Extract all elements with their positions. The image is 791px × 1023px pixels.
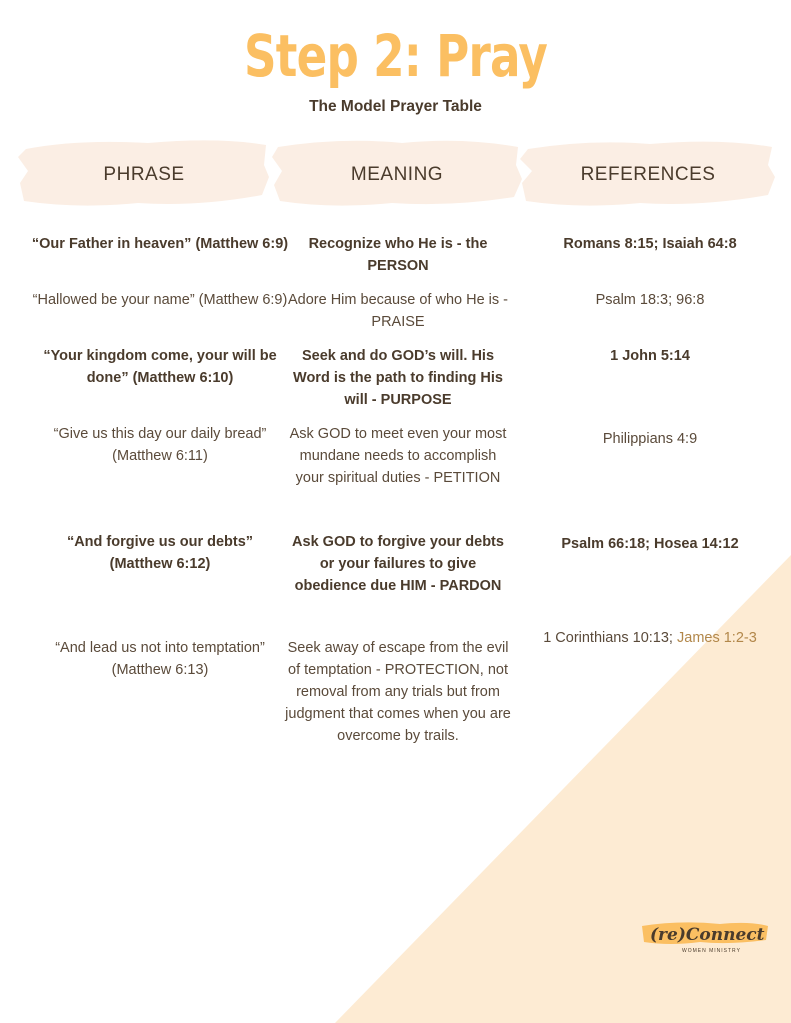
meaning-cell: Seek away of escape from the evil of temptation - PROTECTION, not removal from any trials but from judgment that comes when you are overcome by trails. — [285, 640, 511, 744]
reference-cell: Psalm 18:3; 96:8 — [595, 292, 705, 308]
phrase-cell: “Give us this day our daily bread” (Matthew 6:11) — [53, 426, 267, 464]
reference-cell: Philippians 4:9 — [602, 431, 698, 447]
header-references — [520, 135, 776, 213]
meaning-cell: Seek and do GOD’s will. His Word is the path to finding His will - PURPOSE — [293, 348, 503, 408]
header-meaning — [272, 135, 522, 213]
reference-cell — [540, 627, 760, 649]
phrase-cell: “And lead us not into temptation” (Matthew 6:13) — [55, 640, 265, 678]
header-label: PHRASE — [103, 164, 185, 185]
logo-main-text: (re)Connect — [650, 925, 765, 945]
page-subtitle: The Model Prayer Table — [309, 98, 482, 115]
meaning-cell: Adore Him because of who He is - PRAISE — [287, 292, 508, 330]
reconnect-logo — [640, 918, 770, 958]
meaning-cell: Recognize who He is - the PERSON — [308, 236, 488, 274]
header-phrase — [18, 135, 270, 213]
logo-sub-text: WOMEN MINISTRY — [682, 948, 741, 954]
meaning-cell: Ask GOD to meet even your most mundane needs to accomplish your spiritual duties - PETITION — [289, 426, 507, 486]
page-title: Step 2: Pray — [243, 22, 548, 90]
reference-text: 1 Corinthians 10:13; — [543, 630, 677, 646]
phrase-cell: “Your kingdom come, your will be done” (Matthew 6:10) — [43, 348, 277, 386]
header-label: MEANING — [350, 164, 444, 185]
reference-text-highlight: James 1:2-3 — [677, 630, 757, 646]
meaning-cell: Ask GOD to forgive your debts or your failures to give obedience due HIM - PARDON — [292, 534, 504, 594]
header-label: REFERENCES — [580, 164, 716, 185]
phrase-cell: “Hallowed be your name” (Matthew 6:9) — [32, 292, 288, 308]
reference-cell: Psalm 66:18; Hosea 14:12 — [561, 536, 739, 552]
reference-cell: Romans 8:15; Isaiah 64:8 — [563, 236, 737, 252]
phrase-cell: “And forgive us our debts” (Matthew 6:12) — [66, 534, 254, 572]
reference-cell: 1 John 5:14 — [610, 348, 690, 364]
phrase-cell: “Our Father in heaven” (Matthew 6:9) — [31, 236, 289, 252]
